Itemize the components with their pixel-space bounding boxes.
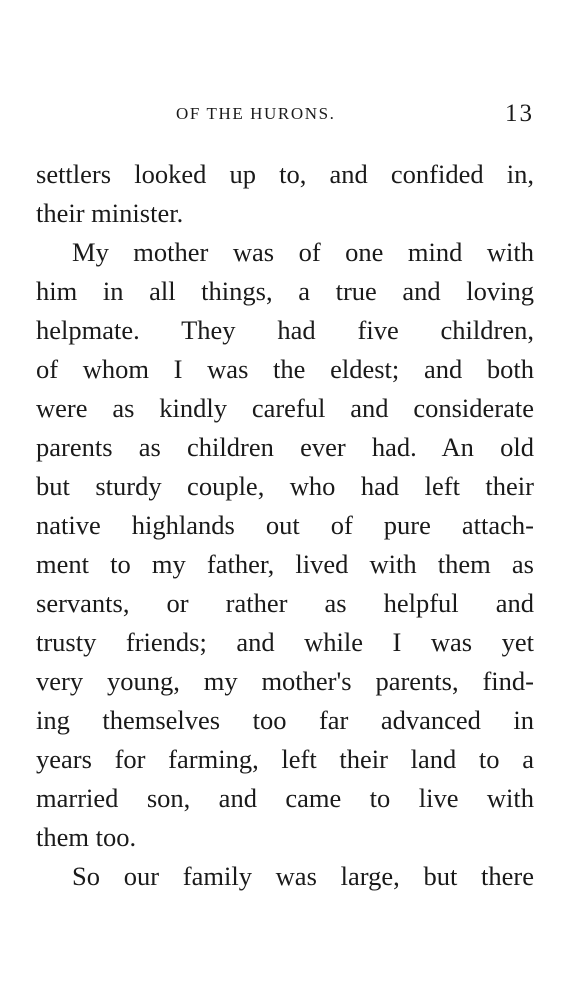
text-line: married son, and came to live with [36, 783, 534, 813]
text-line: him in all things, a true and loving [36, 276, 534, 306]
text-line: trusty friends; and while I was yet [36, 627, 534, 657]
page-number: 13 [505, 100, 534, 127]
text-line: settlers looked up to, and confided in, [36, 159, 534, 189]
text-line: ment to my father, lived with them as [36, 549, 534, 579]
text-line: years for farming, left their land to a [36, 744, 534, 774]
running-title: OF THE HURONS. [176, 104, 336, 123]
text-line: very young, my mother's parents, find- [36, 666, 534, 696]
paragraph-first-line: My mother was of one mind with [72, 237, 534, 267]
text-line: parents as children ever had. An old [36, 432, 534, 462]
text-line: helpmate. They had five children, [36, 315, 534, 345]
running-head [0, 100, 570, 132]
text-line: their minister. [36, 198, 184, 228]
text-line: but sturdy couple, who had left their [36, 471, 534, 501]
text-line: native highlands out of pure attach- [36, 510, 534, 540]
text-line: ing themselves too far advanced in [36, 705, 534, 735]
text-line: were as kindly careful and considerate [36, 393, 534, 423]
body-text [36, 155, 534, 896]
text-line: them too. [36, 822, 137, 852]
text-line: servants, or rather as helpful and [36, 588, 534, 618]
text-line: of whom I was the eldest; and both [36, 354, 534, 384]
paragraph-first-line: So our family was large, but there [72, 861, 534, 891]
